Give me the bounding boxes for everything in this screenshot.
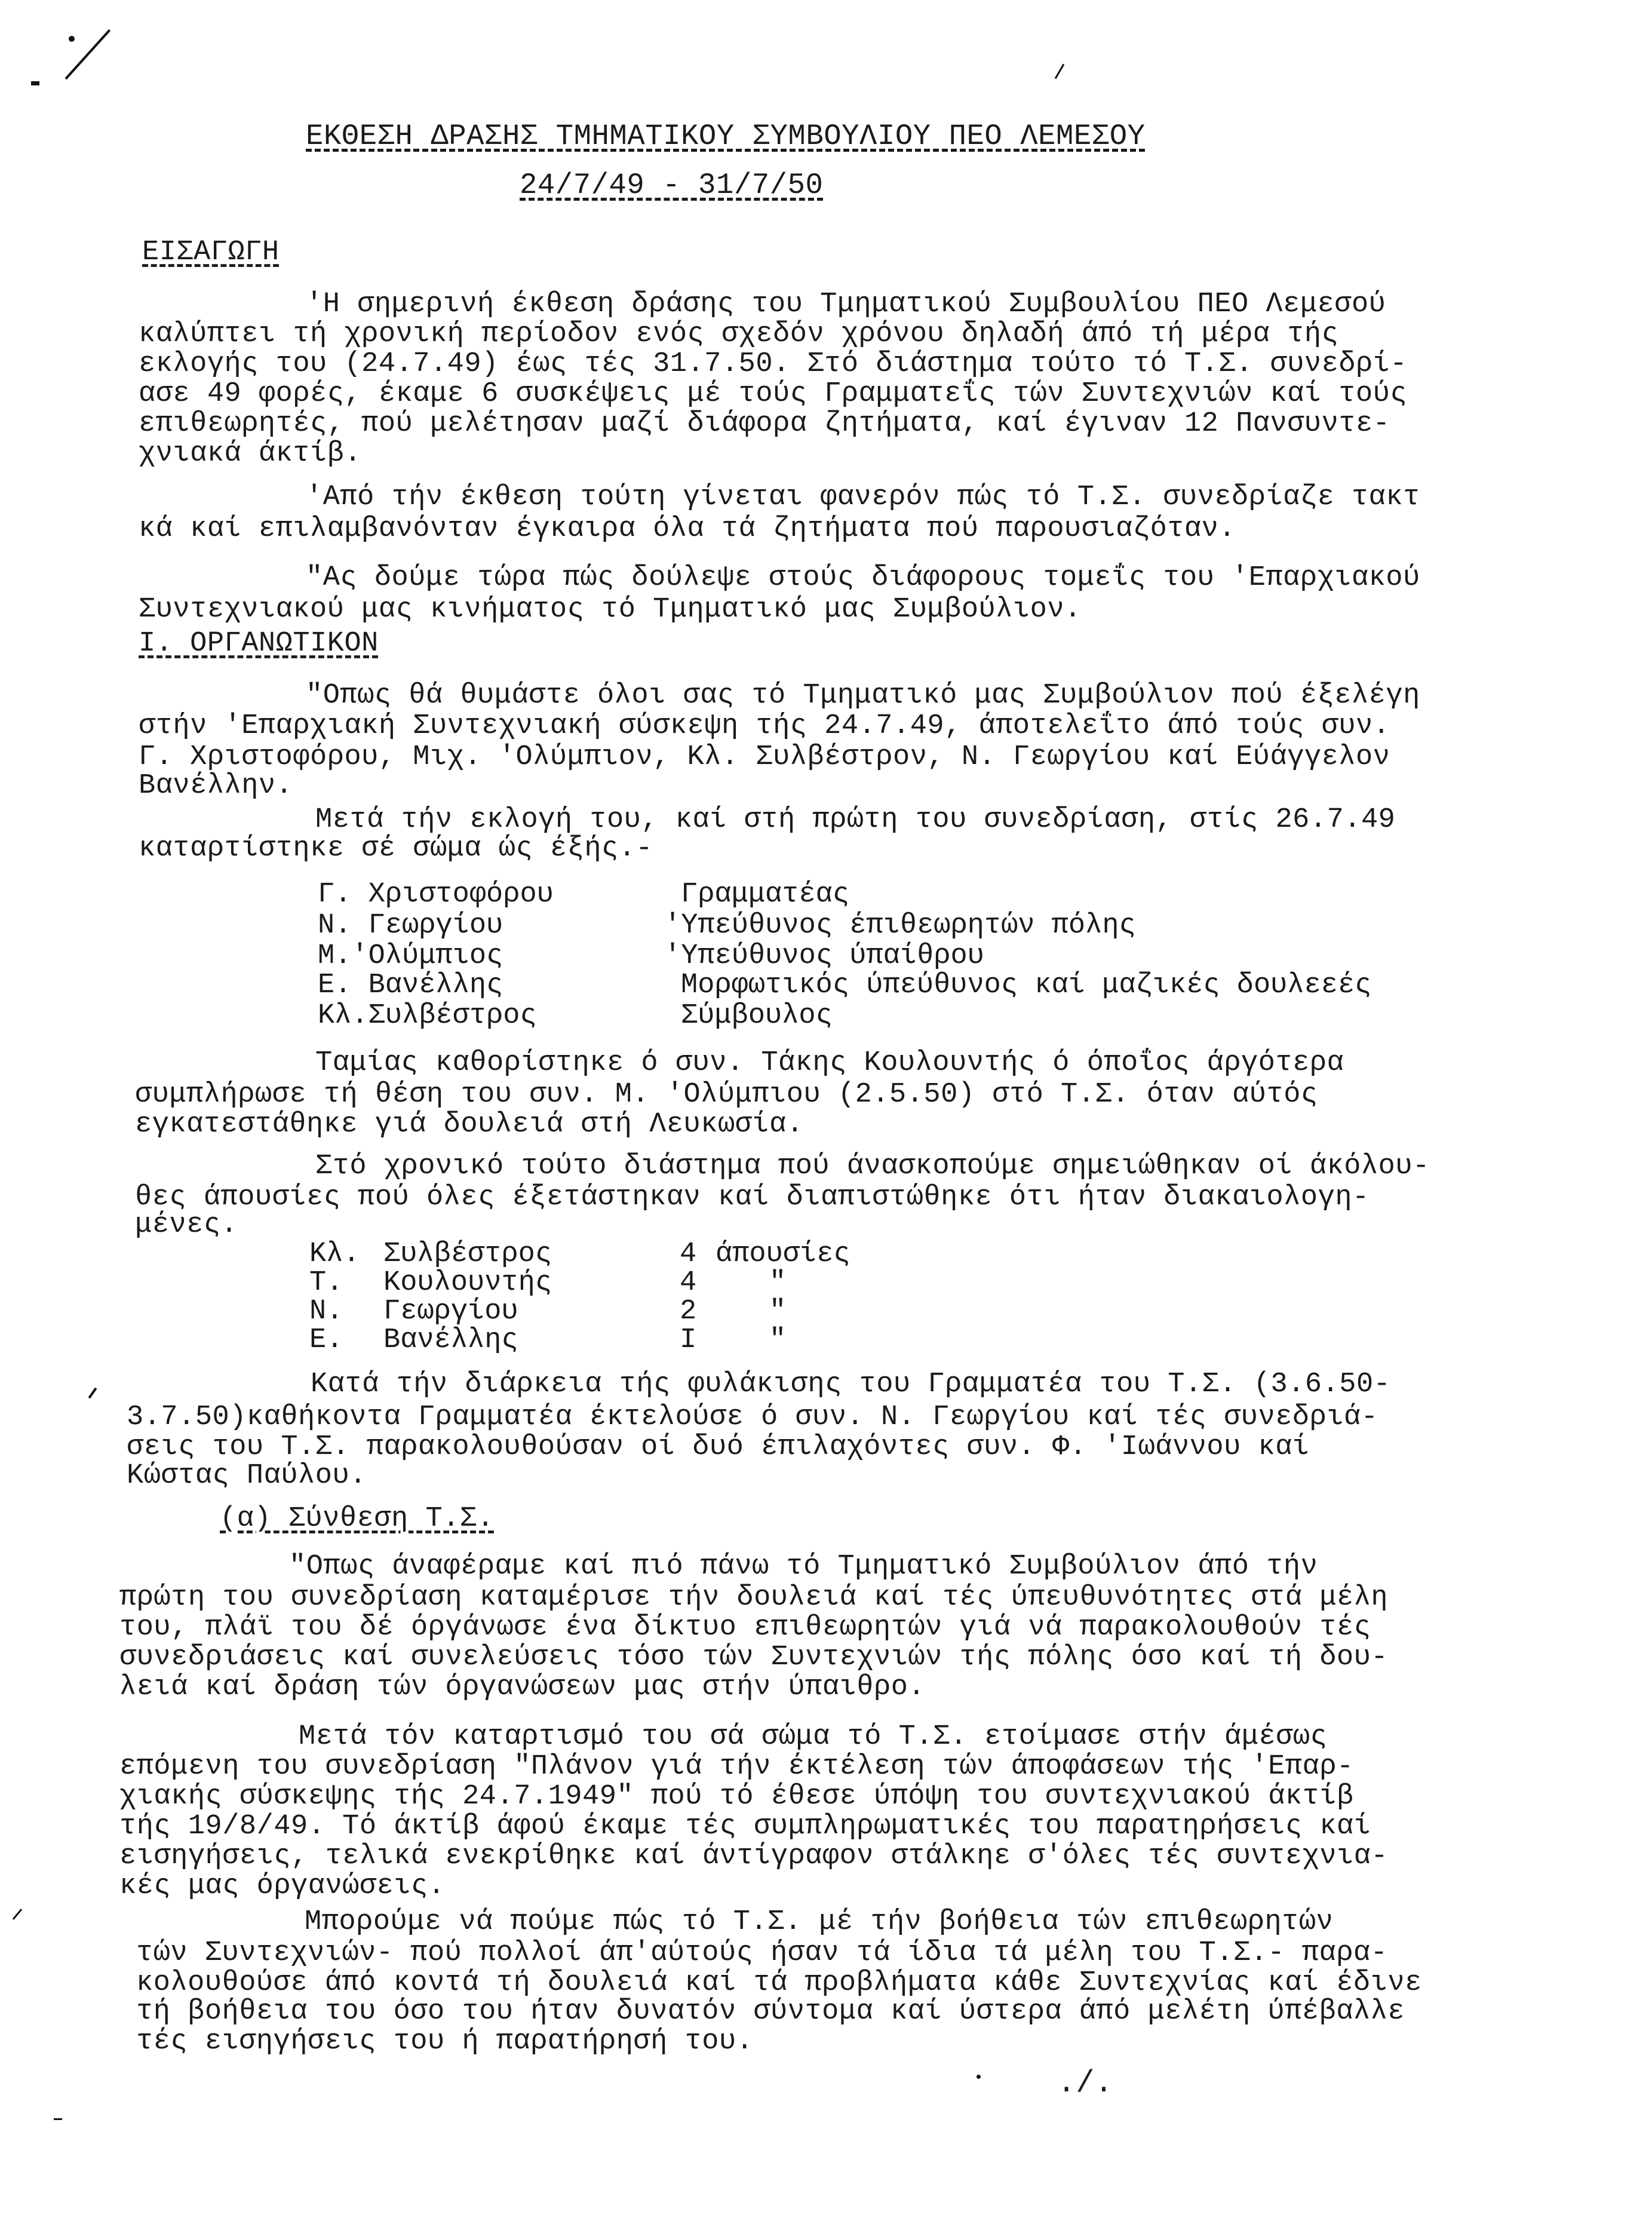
section-1-p1-line: Γ. Χριστοφόρου, Μιχ. 'Ολύμπιον, Κλ. Συλβέστρον, Ν. Γεωργίου καί Εύάγγελον: [139, 741, 1390, 773]
subsection-a-p1-line: λειά καί δράση τών όργανώσεων μας στήν ύπαιθρο.: [119, 1671, 926, 1703]
subsection-a-p1-line: πρώτη του συνεδρίαση καταμέρισε τήν δουλειά καί τές ύπευθυνότητες στά μέλη: [119, 1582, 1389, 1613]
intro-p1-line: χνιακά άκτίβ.: [139, 438, 362, 470]
role-title: 'Υπεύθυνος έπιθεωρητών πόλης: [664, 910, 1136, 941]
subsection-a-p3-line: Μπορούμε νά πούμε πώς τό Τ.Σ. μέ τήν βοήθεια τών επιθεωρητών: [305, 1906, 1334, 1938]
absence-initial: Τ.: [309, 1267, 343, 1299]
subsection-a-p3-line: τή βοήθεια του όσο του ήταν δυνατόν σύντομα καί ύστερα άπό μελέτη ύπέβαλλε: [136, 1996, 1405, 2027]
page-continuation-marker: ./.: [1057, 2066, 1113, 2101]
section-1-p1-line: στήν 'Επαρχιακή Συντεχνιακή σύσκεψη τής 24.7.49, άποτελεΐτο άπό τούς συν.: [139, 710, 1390, 742]
absence-initial: Ν.: [309, 1296, 343, 1327]
subsection-a-p1-line: "Οπως άναφέραμε καί πιό πάνω τό Τμηματικό Συμβούλιον άπό τήν: [289, 1551, 1318, 1582]
subsection-a-p3-line: τές εισηγήσεις του ή παρατήρησή του.: [136, 2026, 754, 2057]
section-1-p3-line: εγκατεστάθηκε γιά δουλειά στή Λευκωσία.: [135, 1109, 804, 1140]
margin-mark: [13, 1909, 22, 1920]
intro-p2-line: 'Από τήν έκθεση τούτη γίνεται φανερόν πώς τό Τ.Σ. συνεδρίαζε τακτ: [306, 481, 1420, 513]
subsection-a-p1-line: συνεδριάσεις καί συνελεύσεις τόσο τών Συντεχνιών τής πόλης όσο καί τή δου-: [119, 1642, 1389, 1673]
intro-heading: ΕΙΣΑΓΩΓΗ: [142, 237, 280, 268]
margin-mark: [88, 1388, 97, 1399]
margin-mark: [31, 81, 39, 85]
section-1-p1-line: Βανέλλην.: [139, 770, 293, 802]
role-member-name: Γ. Χριστοφόρου: [318, 879, 554, 910]
absence-count: 4: [680, 1267, 697, 1299]
role-member-name: Ν. Γεωργίου: [318, 910, 503, 941]
absence-note: άπουσίες: [716, 1238, 850, 1270]
absence-note: ": [769, 1267, 787, 1299]
absence-note: ": [769, 1324, 787, 1356]
intro-p1-line: 'Η σημερινή έκθεση δράσης του Τμηματικού Συμβουλίου ΠΕΟ Λεμεσού: [306, 289, 1386, 320]
document-date-range: 24/7/49 - 31/7/50: [520, 168, 824, 202]
section-1-p2-line: καταρτίστηκε σέ σώμα ώς έξής.-: [139, 833, 653, 864]
section-1-p4-line: θες άπουσίες πού όλες έξετάστηκαν καί διαπιστώθηκε ότι ήταν διακαιολογη-: [135, 1182, 1369, 1213]
absence-note: ": [769, 1296, 787, 1327]
subsection-a-p2-line: επόμενη του συνεδρίαση "Πλάνον γιά τήν έκτέλεση τών άποφάσεων τής 'Επαρ-: [119, 1751, 1354, 1783]
intro-p1-line: εκλογής του (24.7.49) έως τές 31.7.50. Στό διάστημα τούτο τό Τ.Σ. συνεδρί-: [139, 348, 1408, 380]
subsection-a-p2-line: χιακής σύσκεψης τής 24.7.1949" πού τό έθεσε ύπόψη του συντεχνιακού άκτίβ: [119, 1781, 1354, 1812]
margin-mark: [69, 36, 75, 42]
role-title: 'Υπεύθυνος ύπαίθρου: [664, 940, 984, 972]
margin-mark: [1055, 64, 1065, 79]
margin-mark: [54, 2118, 62, 2120]
subsection-a-p1-line: του, πλάϊ του δέ όργάνωσε ένα δίκτυο επιθεωρητών γιά νά παρακολουθούν τές: [119, 1612, 1371, 1643]
margin-mark: [977, 2075, 981, 2079]
subsection-a-p3-line: κολουθούσε άπό κοντά τή δουλειά καί τά προβλήματα κάθε Συντεχνίας καί έδινε: [136, 1967, 1422, 1999]
document-title: ΕΚΘΕΣΗ ΔΡΑΣΗΣ ΤΜΗΜΑΤΙΚΟΥ ΣΥΜΒΟΥΛΙΟΥ ΠΕΟ ΛΕΜΕΣΟΥ: [306, 119, 1146, 153]
absence-name: Βανέλλης: [383, 1324, 518, 1356]
absence-initial: Κλ.: [309, 1238, 360, 1270]
absence-count: Ι: [680, 1324, 697, 1356]
section-1-p3-line: συμπλήρωσε τή θέση του συν. Μ. 'Ολύμπιου (2.5.50) στό Τ.Σ. όταν αύτός: [135, 1079, 1318, 1111]
subsection-a-p3-line: τών Συντεχνιών- πού πολλοί άπ'αύτούς ήσαν τά ίδια τά μέλη του Τ.Σ.- παρα-: [136, 1937, 1388, 1969]
section-1-p3-line: Ταμίας καθορίστηκε ό συν. Τάκης Κουλουντής ό όποΐος άργότερα: [315, 1047, 1344, 1079]
section-1-p4-line: Στό χρονικό τούτο διάστημα πού άνασκοπούμε σημειώθηκαν οί άκόλου-: [315, 1151, 1430, 1182]
section-1-p2-line: Μετά τήν εκλογή του, καί στή πρώτη του συνεδρίαση, στίς 26.7.49: [315, 804, 1396, 836]
section-1-p5-line: 3.7.50)καθήκοντα Γραμματέα έκτελούσε ό συν. Ν. Γεωργίου καί τές συνεδριά-: [127, 1401, 1378, 1433]
role-title: Μορφωτικός ύπεύθυνος καί μαζικές δουλεεές: [681, 970, 1372, 1001]
role-title: Σύμβουλος: [681, 1000, 833, 1032]
section-1-p5-line: Κατά τήν διάρκεια τής φυλάκισης του Γραμματέα του Τ.Σ. (3.6.50-: [311, 1369, 1391, 1400]
subsection-a-heading: (α) Σύνθεση Τ.Σ.: [220, 1503, 495, 1535]
absence-name: Κουλουντής: [383, 1267, 552, 1299]
role-member-name: Μ.'Ολύμπιος: [318, 940, 503, 972]
role-member-name: Κλ.Συλβέστρος: [318, 1000, 537, 1032]
intro-p3-line: Συντεχνιακού μας κινήματος τό Τμηματικό μας Συμβούλιον.: [139, 594, 1082, 625]
absence-name: Συλβέστρος: [383, 1238, 552, 1270]
intro-p1-line: ασε 49 φορές, έκαμε 6 συσκέψεις μέ τούς Γραμματεΐς τών Συντεχνιών καί τούς: [139, 378, 1408, 410]
section-1-p5-line: σεις του Τ.Σ. παρακολουθούσαν οί δυό έπιλαχόντες συν. Φ. 'Ιωάννου καί: [127, 1431, 1310, 1463]
role-title: Γραμματέας: [681, 879, 850, 910]
absence-name: Γεωργίου: [383, 1296, 518, 1327]
intro-p1-line: επιθεωρητές, πού μελέτησαν μαζί διάφορα ζητήματα, καί έγιναν 12 Πανσυντε-: [139, 408, 1390, 440]
absence-initial: Ε.: [309, 1324, 343, 1356]
section-1-heading: Ι. ΟΡΓΑΝΩΤΙΚΟΝ: [139, 628, 379, 659]
role-member-name: Ε. Βανέλλης: [318, 970, 503, 1001]
subsection-a-p2-line: κές μας όργανώσεις.: [119, 1870, 446, 1902]
section-1-p5-line: Κώστας Παύλου.: [127, 1460, 367, 1492]
section-1-p1-line: "Οπως θά θυμάστε όλοι σας τό Τμηματικό μας Συμβούλιον πού έξελέγη: [306, 680, 1420, 711]
intro-p3-line: "Ας δούμε τώρα πώς δούλεψε στούς διάφορους τομεΐς του 'Επαρχιακού: [306, 562, 1420, 594]
subsection-a-p2-line: τής 19/8/49. Τό άκτίβ άφού έκαμε τές συμπληρωματικές του παρατηρήσεις καί: [119, 1811, 1371, 1842]
section-1-p4-line: μένες.: [135, 1209, 238, 1241]
absence-count: 2: [680, 1296, 697, 1327]
intro-p1-line: καλύπτει τή χρονική περίοδον ενός σχεδόν χρόνου δηλαδή άπό τή μέρα τής: [139, 318, 1339, 350]
subsection-a-p2-line: Μετά τόν καταρτισμό του σά σώμα τό Τ.Σ. ετοίμασε στήν άμέσως: [299, 1721, 1328, 1753]
intro-p2-line: κά καί επιλαμβανόνταν έγκαιρα όλα τά ζητήματα πού παρουσιαζόταν.: [139, 513, 1236, 545]
absence-count: 4: [680, 1238, 697, 1270]
subsection-a-p2-line: εισηγήσεις, τελικά ενεκρίθηκε καί άντίγραφον στάλκηε σ'όλες τές συντεχνια-: [119, 1840, 1389, 1872]
